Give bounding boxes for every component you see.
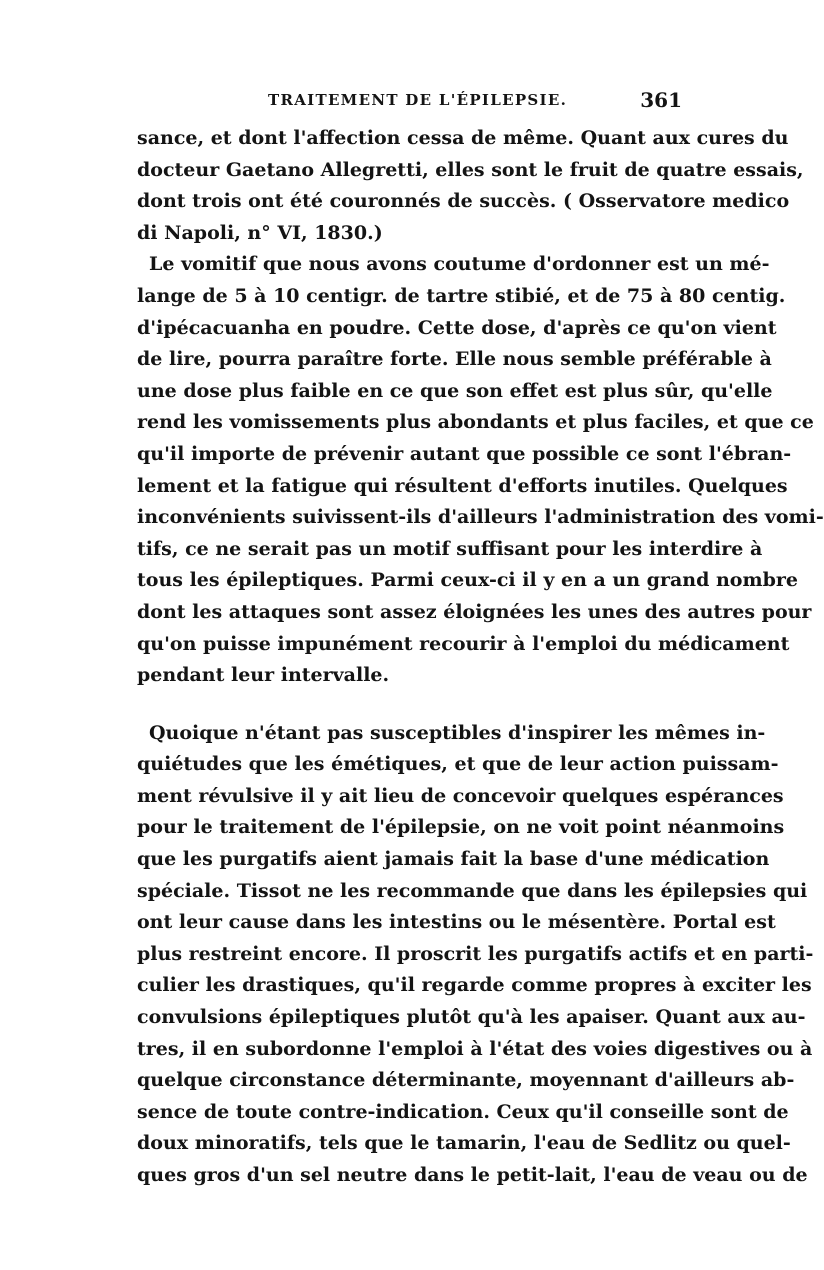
text-line: doux minoratifs, tels que le tamarin, l'eau de Sedlitz ou quel-: [137, 1132, 791, 1155]
text-line: ques gros d'un sel neutre dans le petit-lait, l'eau de veau ou de: [137, 1164, 808, 1186]
text-line: dont les attaques sont assez éloignées les unes des autres pour: [137, 600, 812, 623]
text-line: une dose plus faible en ce que son effet est plus sûr, qu'elle: [137, 379, 773, 402]
text-line: de lire, pourra paraître forte. Elle nous semble préférable à: [137, 348, 772, 371]
text-line: ont leur cause dans les intestins ou le mésentère. Portal est: [137, 911, 776, 934]
paragraph: [137, 123, 804, 249]
text-line: inconvénients suivissent-ils d'ailleurs l'administration des vomi-: [137, 506, 824, 529]
paragraph: [137, 718, 814, 1192]
text-line: docteur Gaetano Allegretti, elles sont le fruit de quatre essais,: [137, 158, 804, 181]
body-text: [137, 123, 824, 1192]
text-line: pendant leur intervalle.: [137, 664, 390, 687]
text-line: Le vomitif que nous avons coutume d'ordonner est un mé-: [149, 253, 770, 276]
text-line: quelque circonstance déterminante, moyennant d'ailleurs ab-: [137, 1069, 795, 1092]
text-line: qu'on puisse impunément recourir à l'emploi du médicament: [137, 632, 790, 655]
running-title: TRAITEMENT DE L'ÉPILEPSIE.: [268, 91, 568, 109]
running-header: [137, 88, 682, 115]
text-line: sance, et dont l'affection cessa de même. Quant aux cures du: [137, 127, 789, 149]
text-line: quiétudes que les émétiques, et que de leur action puissam-: [137, 753, 779, 776]
text-line: d'ipécacuanha en poudre. Cette dose, d'après ce qu'on vient: [137, 316, 777, 339]
text-line: di Napoli, n° VI, 1830.): [137, 221, 383, 244]
page-number: 361: [640, 88, 682, 112]
text-line: lement et la fatigue qui résultent d'efforts inutiles. Quelques: [137, 474, 788, 497]
text-line: spéciale. Tissot ne les recommande que dans les épilepsies qui: [137, 879, 808, 902]
text-line: que les purgatifs aient jamais fait la base d'une médication: [137, 848, 770, 871]
text-line: Quoique n'étant pas susceptibles d'inspirer les mêmes in-: [149, 721, 766, 744]
text-line: ment révulsive il y ait lieu de concevoir quelques espérances: [137, 784, 784, 807]
text-line: rend les vomissements plus abondants et plus faciles, et que ce: [137, 411, 814, 434]
text-line: tous les épileptiques. Parmi ceux-ci il y en a un grand nombre: [137, 569, 798, 592]
text-line: tifs, ce ne serait pas un motif suffisant pour les interdire à: [137, 537, 763, 560]
text-line: culier les drastiques, qu'il regarde comme propres à exciter les: [137, 974, 812, 997]
text-line: pour le traitement de l'épilepsie, on ne voit point néanmoins: [137, 816, 785, 839]
text-line: qu'il importe de prévenir autant que possible ce sont l'ébran-: [137, 442, 792, 465]
text-line: tres, il en subordonne l'emploi à l'état des voies digestives ou à: [137, 1037, 813, 1060]
text-line: convulsions épileptiques plutôt qu'à les apaiser. Quant aux au-: [137, 1006, 806, 1029]
paragraph: [137, 249, 824, 691]
text-line: plus restreint encore. Il proscrit les purgatifs actifs et en parti-: [137, 942, 814, 965]
text-line: sence de toute contre-indication. Ceux qu'il conseille sont de: [137, 1100, 789, 1123]
text-line: lange de 5 à 10 centigr. de tartre stibié, et de 75 à 80 centig.: [137, 284, 786, 307]
text-line: dont trois ont été couronnés de succès. ( Osservatore medico: [137, 190, 790, 213]
